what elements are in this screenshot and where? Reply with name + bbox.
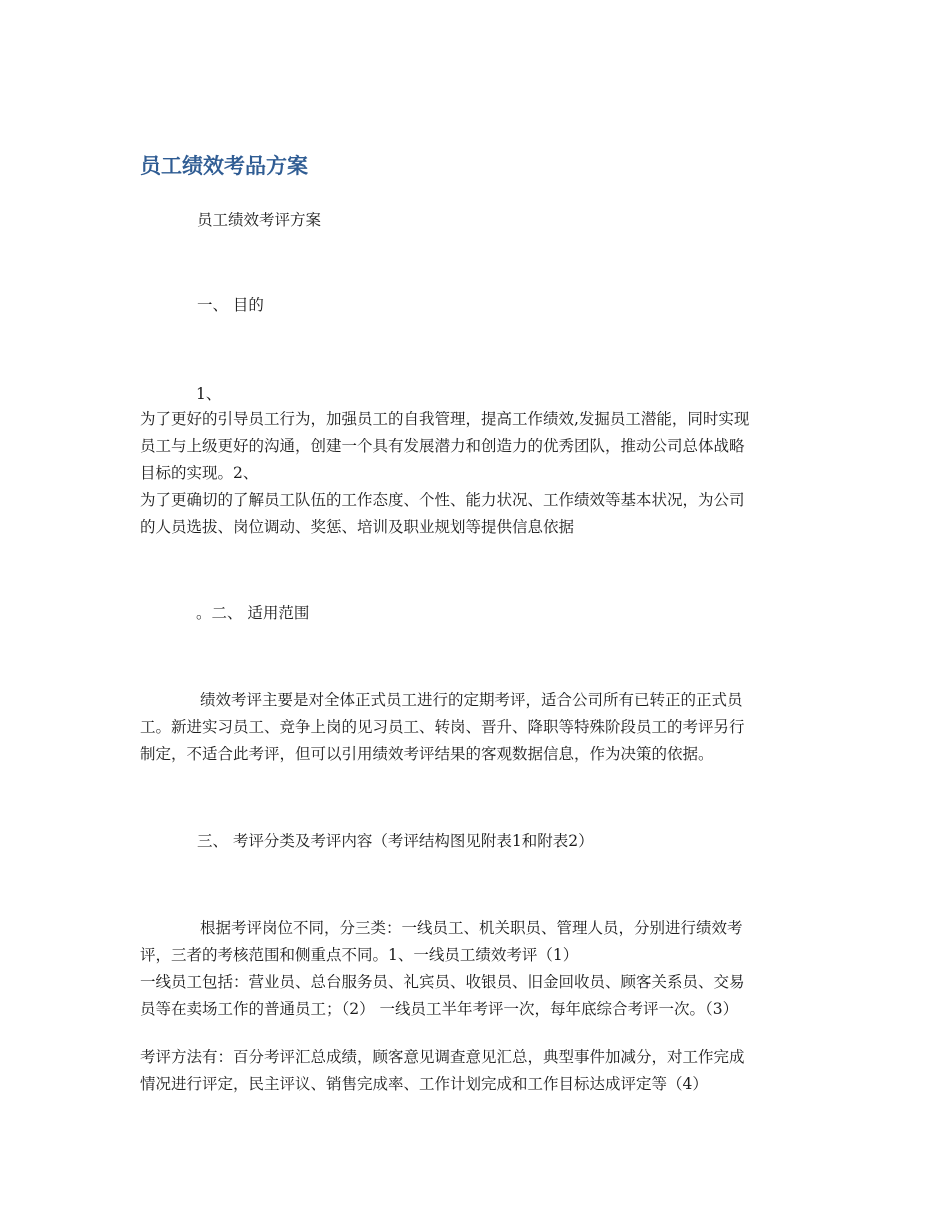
section-2-body bbox=[140, 687, 810, 768]
paragraph-line: 工。新进实习员工、竞争上岗的见习员工、转岗、晋升、降职等特殊阶段员工的考评另行 bbox=[140, 718, 745, 736]
section-1-number: 1、 bbox=[196, 385, 222, 403]
section-3-heading: 三、 考评分类及考评内容（考评结构图见附表1和附表2） bbox=[197, 832, 594, 850]
paragraph-line: 目标的实现。2、 bbox=[140, 464, 259, 482]
paragraph-line: 考评方法有：百分考评汇总成绩，顾客意见调查意见汇总，典型事件加减分，对工作完成 bbox=[140, 1048, 745, 1066]
document-subtitle: 员工绩效考评方案 bbox=[197, 211, 322, 229]
paragraph-line: 为了更确切的了解员工队伍的工作态度、个性、能力状况、工作绩效等基本状况，为公司 bbox=[140, 491, 745, 509]
paragraph-line: 的人员选拔、岗位调动、奖惩、培训及职业规划等提供信息依据 bbox=[140, 518, 575, 536]
paragraph-line: 情况进行评定，民主评议、销售完成率、工作计划完成和工作目标达成评定等（4） bbox=[140, 1075, 708, 1093]
paragraph-line: 一线员工包括：营业员、总台服务员、礼宾员、收银员、旧金回收员、顾客关系员、交易 bbox=[140, 973, 745, 991]
paragraph-line: 制定，不适合此考评，但可以引用绩效考评结果的客观数据信息，作为决策的依据。 bbox=[140, 745, 714, 763]
section-3-body bbox=[140, 915, 810, 1023]
section-3-methods bbox=[140, 1044, 810, 1098]
section-1-body bbox=[140, 406, 810, 541]
section-1-heading: 一、 目的 bbox=[197, 296, 264, 314]
paragraph-line: 绩效考评主要是对全体正式员工进行的定期考评，适合公司所有已转正的正式员 bbox=[200, 691, 743, 709]
paragraph-line: 为了更好的引导员工行为，加强员工的自我管理，提高工作绩效,发掘员工潜能，同时实现 bbox=[140, 410, 750, 428]
paragraph-line: 员等在卖场工作的普通员工；（2） 一线员工半年考评一次，每年底综合考评一次。（3） bbox=[140, 1000, 739, 1018]
paragraph-line: 评，三者的考核范围和侧重点不同。1、一线员工绩效考评（1） bbox=[140, 946, 579, 964]
paragraph-line: 员工与上级更好的沟通，创建一个具有发展潜力和创造力的优秀团队，推动公司总体战略 bbox=[140, 437, 745, 455]
document-title: 员工绩效考品方案 bbox=[140, 154, 308, 178]
paragraph-line: 根据考评岗位不同，分三类：一线员工、机关职员、管理人员，分别进行绩效考 bbox=[200, 919, 743, 937]
section-2-heading: 。二、 适用范围 bbox=[196, 604, 310, 622]
